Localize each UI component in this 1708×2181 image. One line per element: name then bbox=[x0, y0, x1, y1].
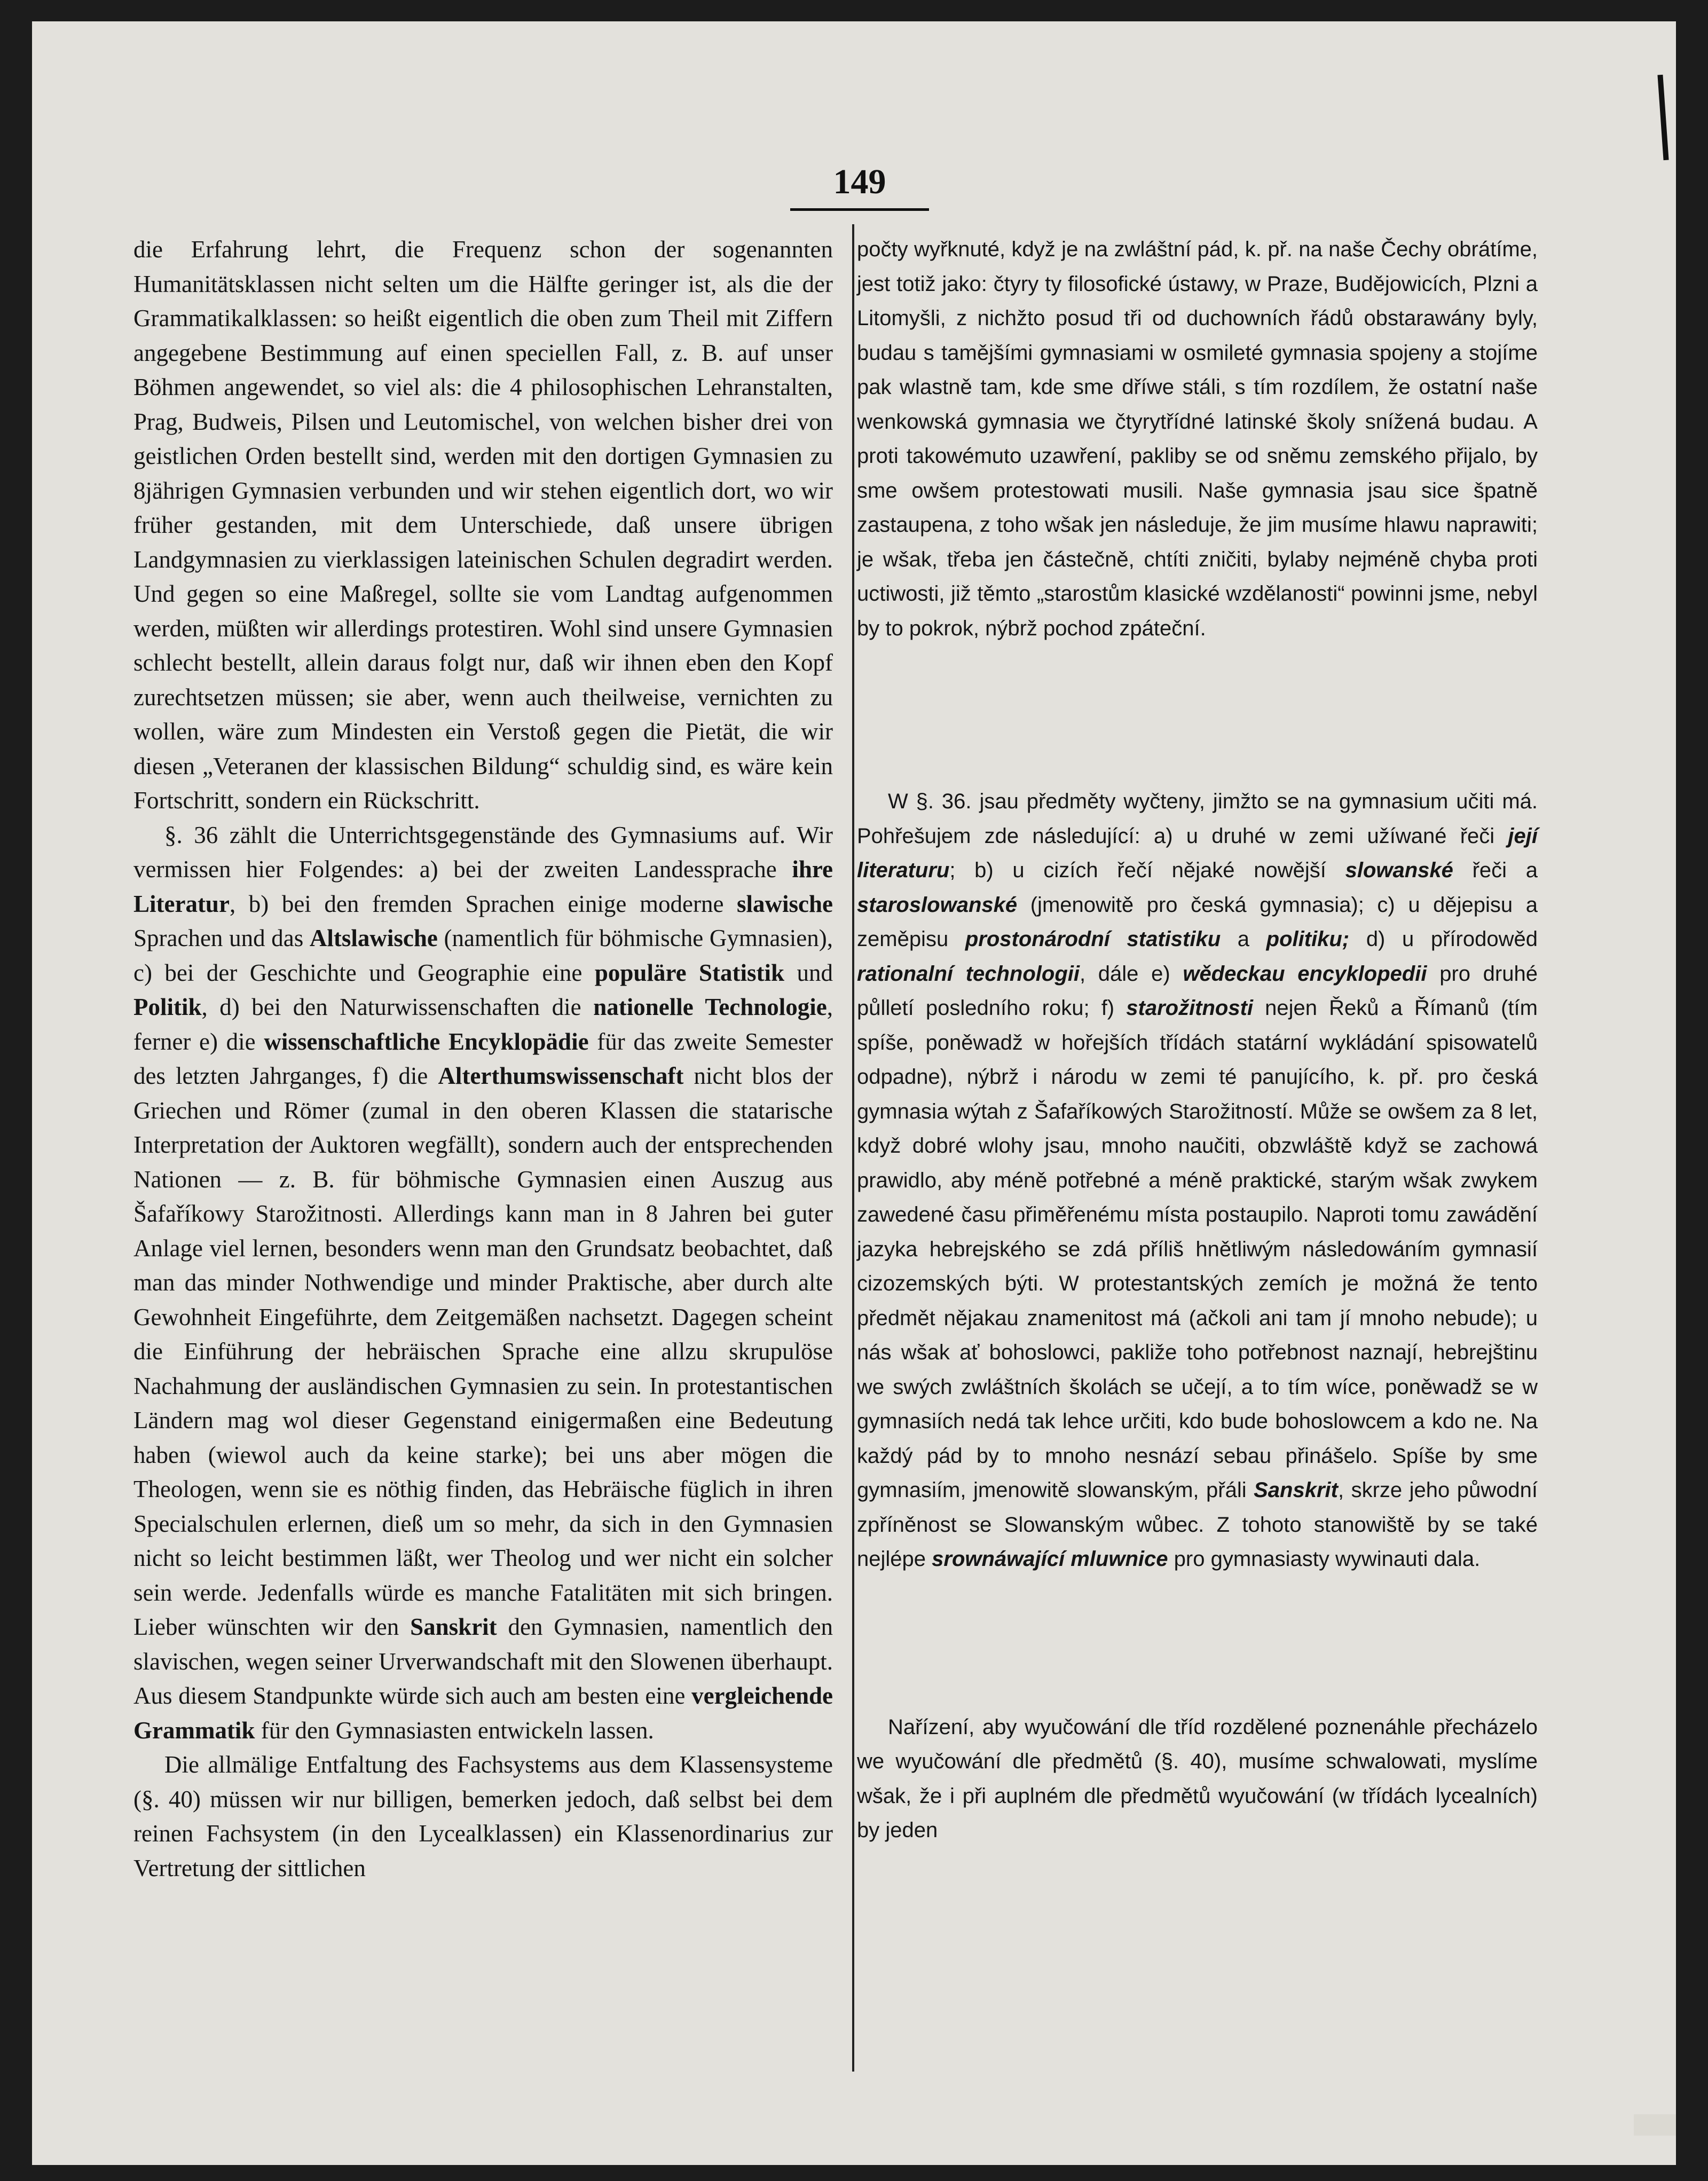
text-span: nejen Řeků a Římanů (tím spíše, poněwadž w hořejších třídách statární wykládání spisowatelů odpadne), nýbrž i národu w zemi té panujícího, k. př. pro česká gymnasia wýtah z Šafaříkowých Starožitností. Může se owšem za 8 let, když dobré wlohy jsau, mnoho naučiti, obzwláště když se zachowá prawidlo, aby méně potřebné a méně praktické, starým wšak zwykem zawedené času přiměřenému místa postaupilo. Naproti tomu zawádění jazyka hebrejského se zdá příliš hnětliwým následowáním gymnasií cizozemských býti. W protestantských zemích je možná že tento předmět nějakau znamenitost má (ačkoli ani tam jí mnoho nebude); u nás wšak ať bohoslowci, pakliže toho potřebnost naznají, hebrejštinu we swých zwláštních školách se učejí, a to tím wíce, poněwadž se w gymnasiích nedá tak lehce určiti, kdo bude bohoslowcem a kdo ne. Na každý pád by to mnoho nesnází sebau přinášelo. Spíše by sme gymnasiím, jmenowitě slowanským, přáli bbox=[857, 996, 1538, 1502]
emphasis: Sanskrit bbox=[410, 1613, 497, 1640]
page-number: 149 bbox=[833, 162, 886, 201]
text-span: , dále e) bbox=[1080, 962, 1170, 986]
right-paragraph-1: počty wyřknuté, když je na zwláštní pád, k. př. na naše Čechy obrátíme, jest totiž jako: čtyry ty filosofické ústawy, w Praze, Budějowicích, Plzni a Litomyšli, z nichžto posud tři od duchowních řádů obstarawány byly, budau s tamějšími gymnasiami w osmileté gymnasia spojeny a stojíme pak wlastně tam, kde sme dříwe stáli, s tím rozdílem, že ostatní naše wenkowská gymnasia we čtyrytřídné latinské školy snížená budau. A proti takowémuto uzawření, pakliby se od sněmu zemského přijalo, by sme owšem protestowati musili. Naše gymnasia jsau sice špatně zastaupena, z toho wšak jen následuje, že jim musíme hlawu naprawiti; je wšak, třeba jen částečně, chtíti zničiti, bylaby nejméně chyba proti uctiwosti, již těmto „starostům klasické wzdělanosti“ powinni jsme, nebyl by to pokrok, nýbrž pochod zpáteční. bbox=[857, 238, 1538, 640]
emphasis: nationelle Technologie bbox=[593, 994, 827, 1020]
left-paragraph-2 bbox=[133, 818, 833, 1748]
emphasis: Alterthumswissenschaft bbox=[438, 1062, 684, 1089]
left-paragraph-1: die Erfahrung lehrt, die Frequenz schon der sogenannten Humanitätsklassen nicht selten um die Hälfte geringer ist, als die der Grammatikalklassen: so heißt eigentlich die oben zum Theil mit Ziffern angegebene Bestimmung auf einen speciellen Fall, z. B. auf unser Böhmen angewendet, so viel als: die 4 philosophischen Lehranstalten, Prag, Budweis, Pilsen und Leutomischel, von welchen bisher drei von geistlichen Orden bestellt sind, werden mit den dortigen Gymnasien zu 8jährigen Gymnasien verbunden und wir stehen eigentlich dort, wo wir früher gestanden, mit dem Unterschiede, daß unsere übrigen Landgymnasien zu vierklassigen lateinischen Schulen degradirt werden. Und gegen so eine Maßregel, sollte sie vom Landtag aufgenommen werden, müßten wir allerdings protestiren. Wohl sind unsere Gymnasien schlecht bestellt, allein daraus folgt nur, daß wir ihnen eben den Kopf zurechtsetzen müssen; sie aber, wenn auch theilweise, vernichten zu wollen, wäre zum Mindesten ein Verstoß gegen die Pietät, die wir diesen „Veteranen der klassischen Bildung“ schuldig sind, es wäre kein Fortschritt, sondern ein Rückschritt. bbox=[133, 236, 833, 814]
text-span: und bbox=[797, 959, 833, 986]
text-span: a bbox=[1237, 927, 1250, 951]
text-span: für das zweite Semester des letzten Jahrganges, f) die bbox=[133, 1028, 833, 1089]
emphasis: slawische bbox=[737, 890, 833, 917]
emphasis: prostonárodní statistiku bbox=[965, 927, 1221, 951]
paper-smudge bbox=[1634, 2114, 1676, 2136]
text-span: ; b) u cizích řečí nějaké nowější bbox=[949, 859, 1326, 882]
emphasis: vergleichende Grammatik bbox=[133, 1682, 833, 1744]
right-paragraph-3: Nařízení, aby wyučowání dle tříd rozdělené poznenáhle přecházelo we wyučowání dle předmětů (§. 40), musíme schwalowati, myslíme wšak, že i při auplném dle předmětů wyučowání (w třídách lycealních) by jeden bbox=[857, 1715, 1538, 1842]
text-span: Sprachen und das bbox=[133, 925, 304, 951]
emphasis: slowanské bbox=[1345, 859, 1453, 882]
book-page bbox=[32, 21, 1676, 2165]
text-span: , b) bei den fremden Sprachen einige moderne bbox=[229, 890, 724, 917]
emphasis: staroslowanské bbox=[857, 893, 1018, 917]
margin-mark bbox=[1657, 75, 1668, 160]
emphasis: wědeckau encyklopedii bbox=[1183, 962, 1427, 986]
emphasis: rationalní technologii bbox=[857, 962, 1080, 986]
text-span: (jmenowitě pro česká gymnasia); c) u dějepisu a zeměpisu bbox=[857, 893, 1538, 951]
text-span: řeči a bbox=[1472, 859, 1538, 882]
emphasis: Altslawische bbox=[309, 925, 438, 951]
emphasis: ihre Literatur bbox=[133, 856, 833, 917]
right-paragraph-2 bbox=[857, 784, 1538, 1577]
text-span: , d) bei den Naturwissenschaften die bbox=[201, 994, 581, 1020]
emphasis: srownáwající mluwnice bbox=[932, 1547, 1168, 1571]
left-paragraph-3: Die allmälige Entfaltung des Fachsystems aus dem Klassensysteme (§. 40) müssen wir nur billigen, bemerken jedoch, daß selbst bei dem reinen Fachsystem (in den Lycealklassen) ein Klassenordinarius zur Vertretung der sittlichen bbox=[133, 1751, 833, 1881]
text-span: W §. 36. jsau předměty wyčteny, jimžto se na gymnasium učiti má. Pohřešujem zde následující: a) u druhé w zemi užíwané řeči bbox=[857, 790, 1538, 848]
text-span: , ferner e) die bbox=[133, 994, 833, 1055]
text-span: §. 36 zählt die Unterrichtsgegenstände des Gymnasiums auf. Wir vermissen hier Folgendes: a) bei der zweiten Landessprache bbox=[133, 821, 833, 883]
emphasis: politiku; bbox=[1266, 927, 1350, 951]
text-span: nicht blos der Griechen und Römer (zumal in den oberen Klassen die statarische Interpretation der Auktoren wegfällt), sondern auch der entsprechenden Nationen — z. B. für böhmische Gymnasien einen Auszug aus Šafaříkowy Starožitnosti. Allerdings kann man in 8 Jahren bei guter Anlage viel lernen, besonders wenn man den Grundsatz beobachtet, daß man das minder Nothwendige und minder Praktische, aber durch alte Gewohnheit Eingeführte, dem Zeitgemäßen nachsetzt. Dagegen scheint die Einführung der hebräischen Sprache eine allzu skrupulöse Nachahmung der ausländischen Gymnasien zu sein. In protestantischen Ländern mag wol dieser Gegenstand einigermaßen eine Bedeutung haben (wiewol auch da keine starke); bei uns aber mögen die Theologen, wenn sie es nöthig finden, das Hebräische füglich in ihren Specialschulen erlernen, dieß um so mehr, da sich in den Gymnasien nicht so leicht bestimmen läßt, wer Theolog und wer nicht ein solcher sein werde. Jedenfalls würde es manche Fatalitäten mit sich bringen. Lieber wünschten wir den bbox=[133, 1062, 833, 1640]
text-span: (namentlich für böhmische Gymnasien), c) bei der Geschichte und Geographie eine bbox=[133, 925, 833, 986]
emphasis: její literaturu bbox=[857, 824, 1538, 882]
emphasis: populäre Statistik bbox=[594, 959, 785, 986]
emphasis: starožitnosti bbox=[1126, 996, 1254, 1020]
page-number-rule bbox=[790, 208, 929, 211]
text-span: , skrze jeho půwodní zpříněnost se Slowanským wůbec. Z tohoto stanowiště by se také nejlépe bbox=[857, 1478, 1538, 1571]
text-span: für den Gymnasiasten entwickeln lassen. bbox=[261, 1717, 654, 1744]
text-span: pro gymnasiasty wywinauti dala. bbox=[1174, 1547, 1481, 1571]
text-span: den Gymnasien, namentlich den slavischen, wegen seiner Urverwandschaft mit den Slowenen überhaupt. Aus diesem Standpunkte würde sich auch am besten eine bbox=[133, 1613, 833, 1709]
column-divider bbox=[852, 224, 854, 2072]
text-span: pro druhé půlletí posledního roku; f) bbox=[857, 962, 1538, 1020]
right-column-czech bbox=[857, 232, 1538, 1848]
emphasis: wissenschaftliche Encyklopädie bbox=[264, 1028, 589, 1055]
emphasis: Sanskrit bbox=[1254, 1478, 1338, 1502]
text-span: d) u přírodowěd bbox=[1366, 927, 1538, 951]
left-column-german bbox=[133, 232, 833, 1885]
emphasis: Politik bbox=[133, 994, 202, 1020]
